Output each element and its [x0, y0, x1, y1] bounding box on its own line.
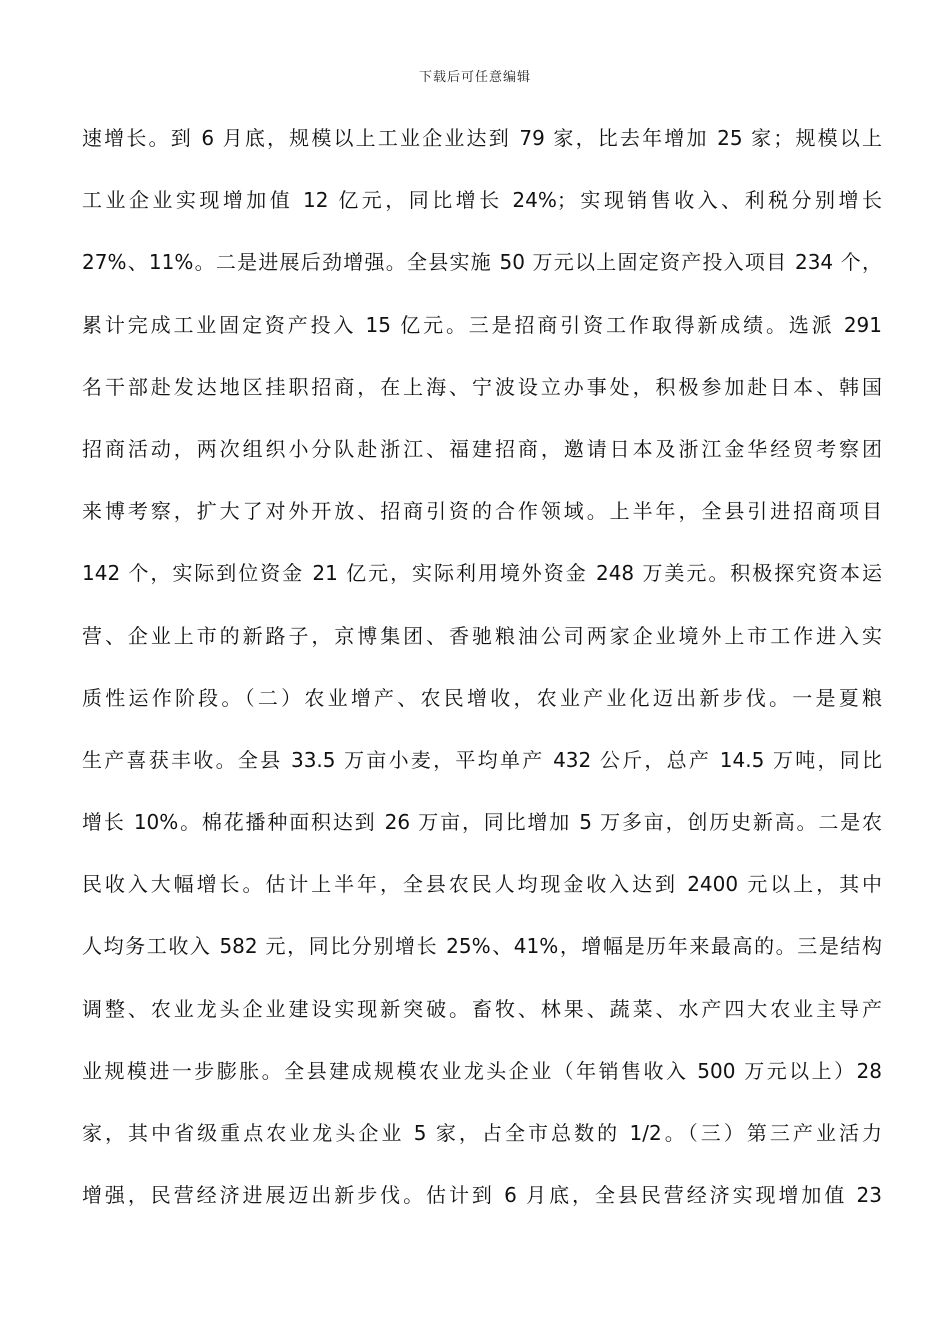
text-line: 质性运作阶段。（二）农业增产、农民增收，农业产业化迈出新步伐。一是夏粮 [82, 685, 882, 710]
page-header: 下载后可任意编辑 [418, 70, 531, 85]
text-line: 生产喜获丰收。全县 33.5 万亩小麦，平均单产 432 公斤，总产 14.5 万吨，同比 [82, 747, 882, 772]
text-line: 调整、农业龙头企业建设实现新突破。畜牧、林果、蔬菜、水产四大农业主导产 [82, 996, 882, 1021]
text-line: 增强，民营经济进展迈出新步伐。估计到 6 月底，全县民营经济实现增加值 23 [82, 1183, 882, 1208]
text-line: 142 个，实际到位资金 21 亿元，实际利用境外资金 248 万美元。积极探究资本运 [82, 561, 882, 586]
body-text [82, 116, 882, 1235]
text-line: 招商活动，两次组织小分队赴浙江、福建招商，邀请日本及浙江金华经贸考察团 [82, 436, 882, 461]
text-line: 人均务工收入 582 元，同比分别增长 25%、41%，增幅是历年来最高的。三是结构 [82, 934, 882, 959]
text-line: 增长 10%。棉花播种面积达到 26 万亩，同比增加 5 万多亩，创历史新高。二是农 [82, 810, 882, 835]
text-line: 速增长。到 6 月底，规模以上工业企业达到 79 家，比去年增加 25 家；规模以上 [82, 126, 882, 150]
text-line: 名干部赴发达地区挂职招商，在上海、宁波设立办事处，积极参加赴日本、韩国 [82, 374, 882, 399]
text-line: 民收入大幅增长。估计上半年，全县农民人均现金收入达到 2400 元以上，其中 [82, 872, 882, 897]
text-line: 来博考察，扩大了对外开放、招商引资的合作领域。上半年，全县引进招商项目 [82, 499, 882, 524]
text-line: 营、企业上市的新路子，京博集团、香驰粮油公司两家企业境外上市工作进入实 [82, 623, 882, 648]
text-line: 家，其中省级重点农业龙头企业 5 家，占全市总数的 1/2。（三）第三产业活力 [82, 1121, 882, 1145]
text-line: 工业企业实现增加值 12 亿元，同比增长 24%；实现销售收入、利税分别增长 [82, 188, 882, 213]
text-line: 累计完成工业固定资产投入 15 亿元。三是招商引资工作取得新成绩。选派 291 [82, 312, 882, 337]
text-line: 27%、11%。二是进展后劲增强。全县实施 50 万元以上固定资产投入项目 234 个， [82, 250, 882, 275]
text-line: 业规模进一步膨胀。全县建成规模农业龙头企业（年销售收入 500 万元以上）28 [82, 1058, 882, 1083]
